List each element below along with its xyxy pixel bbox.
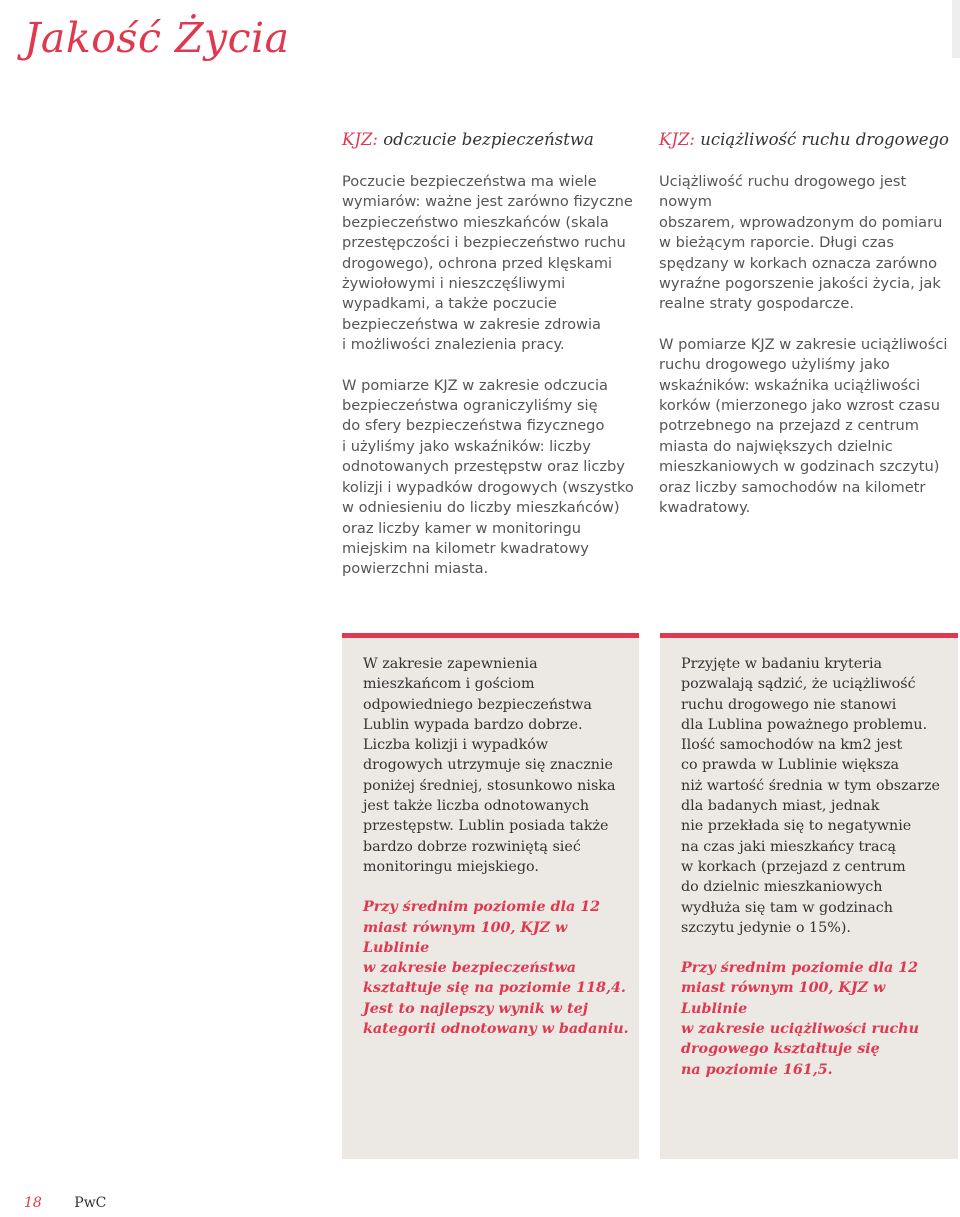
summary-box-traffic-body: Przyjęte w badaniu kryteria pozwalają sądzić, że uciążliwość ruchu drogowego nie stanowi dla Lublina poważnego problemu. Ilość samochodów na km2 jest co prawda w Lublinie większa niż wartość średnia w tym obszarze dla badanych miast, jednak nie przekłada się to negatywnie na czas jaki mieszkańcy tracą w korkach (przejazd z centrum do dzielnic mieszkaniowych wydłuża się tam w godzinach szczytu jedynie o 15%). <box>681 656 941 936</box>
left-paragraph-1: Poczucie bezpieczeństwa ma wiele wymiarów: ważne jest zarówno fizyczne bezpieczeństwo mieszkańców (skala przestępczości i bezpieczeństwo ruchu drogowego), ochrona przed klęskami żywiołowymi i nieszczęśliwymi wypadkami, a także poczucie bezpieczeństwa w zakresie zdrowia i możliwości znalezienia pracy. <box>342 173 633 354</box>
right-heading-text: uciążliwość ruchu drogowego <box>694 130 949 149</box>
right-column-text <box>659 172 959 519</box>
left-heading-prefix: KJZ: <box>342 130 378 149</box>
summary-box-safety <box>342 633 639 1159</box>
page-title: Jakość Życia <box>24 14 290 62</box>
summary-box-traffic <box>660 633 958 1159</box>
left-paragraph-2: W pomiarze KJZ w zakresie odczucia bezpieczeństwa ograniczyliśmy się do sfery bezpieczeństwa fizycznego i użyliśmy jako wskaźników: liczby odnotowanych przestępstw oraz liczby kolizji i wypadków drogowych (wszystko w odniesieniu do liczby mieszkańców) oraz liczby kamer w monitoringu miejskim na kilometr kwadratowy powierzchni miasta. <box>342 376 634 578</box>
right-heading-prefix: KJZ: <box>659 130 695 149</box>
summary-box-safety-body: W zakresie zapewnienia mieszkańcom i gościom odpowiedniego bezpieczeństwa Lublin wypada bardzo dobrze. Liczba kolizji i wypadków drogowych utrzymuje się znacznie poniżej średniej, stosunkowo niska jest także liczba odnotowanych przestępstw. Lublin posiada także bardzo dobrze rozwiniętą sieć monitoringu miejskiego. <box>363 656 616 875</box>
page-number: 18 <box>24 1195 42 1211</box>
right-paragraph-1: Uciążliwość ruchu drogowego jest nowym obszarem, wprowadzonym do pomiaru w bieżącym raporcie. Długi czas spędzany w korkach oznacza zarówno wyraźne pogorszenie jakości życia, jak realne straty gospodarcze. <box>659 173 943 313</box>
left-heading-text: odczucie bezpieczeństwa <box>377 130 594 149</box>
right-column-heading <box>659 130 949 149</box>
brand-name: PwC <box>74 1195 107 1211</box>
summary-box-safety-highlight: Przy średnim poziomie dla 12 miast równym 100, KJZ w Lublinie w zakresie bezpieczeństwa kształtuje się na poziomie 118,4. Jest to najlepszy wynik w tej kategorii odnotowany w badaniu. <box>363 899 629 1038</box>
left-column-heading <box>342 130 594 149</box>
page-footer <box>24 1195 106 1211</box>
right-paragraph-2: W pomiarze KJZ w zakresie uciążliwości ruchu drogowego użyliśmy jako wskaźników: wskaźnika uciążliwości korków (mierzonego jako wzrost czasu potrzebnego na przejazd z centrum miasta do największych dzielnic mieszkaniowych w godzinach szczytu) oraz liczby samochodów na kilometr kwadratowy. <box>659 335 948 517</box>
left-column-text <box>342 172 642 580</box>
summary-box-traffic-highlight: Przy średnim poziomie dla 12 miast równym 100, KJZ w Lublinie w zakresie uciążliwości ruchu drogowego kształtuje się na poziomie 161,5. <box>681 960 919 1078</box>
corner-decoration <box>952 0 960 58</box>
